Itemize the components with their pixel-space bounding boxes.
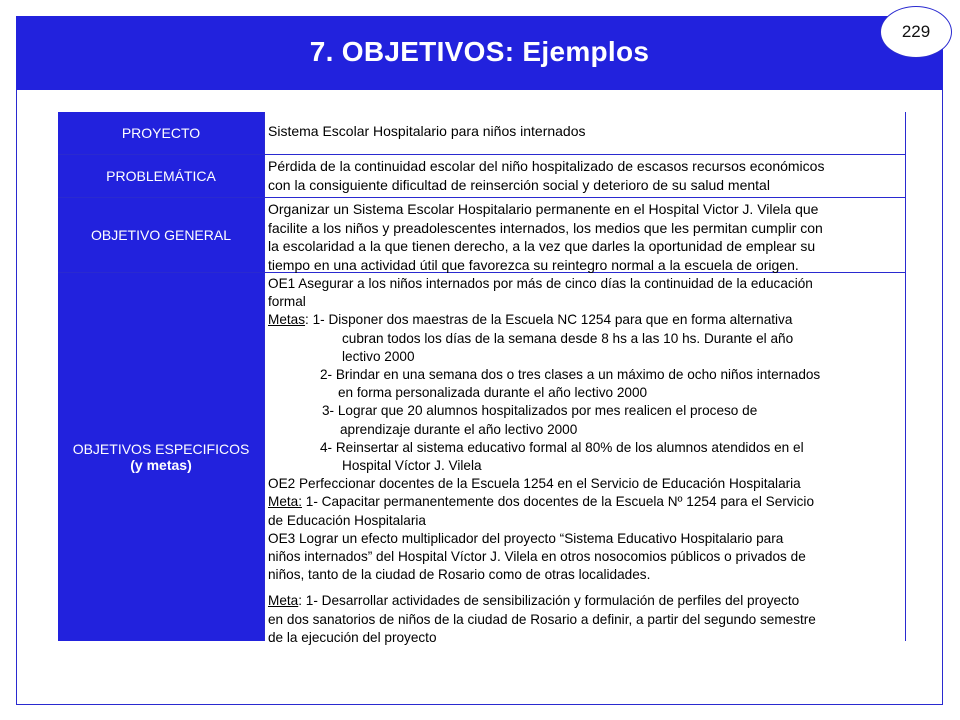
meta-oe2-line: [268, 493, 903, 511]
meta-oe3-text: : 1- Desarrollar actividades de sensibilización y formulación de perfiles del proyecto: [298, 593, 800, 609]
meta1-line: cubran todos los días de la semana desde 8 hs a las 10 hs. Durante el año: [342, 330, 794, 346]
oe1-line: OE1 Asegurar a los niños internados por más de cinco días la continuidad de la educación: [268, 276, 813, 291]
value-objetivo-general: [265, 198, 906, 272]
label-problematica: [58, 155, 265, 197]
meta3-line: aprendizaje durante el año lectivo 2000: [340, 421, 578, 437]
meta-oe3-line: en dos sanatorios de niños de la ciudad de Rosario a definir, a partir del segundo semestre: [268, 611, 816, 627]
objetivo-general-line: tiempo en una actividad útil que favorezca su reintegro normal a la escuela de origen.: [268, 256, 799, 273]
label-problematica-text: PROBLEMÁTICA: [106, 168, 216, 184]
spacer: [268, 584, 903, 592]
label-objetivo-general-text: OBJETIVO GENERAL: [90, 227, 232, 243]
objetivo-general-line: la escolaridad a la que tienen derecho, a la vez que darles la oportunidad de emplear su: [268, 238, 816, 255]
label-objetivos-especificos-text: OBJETIVOS ESPECIFICOS: [72, 441, 250, 457]
page-number-badge: 229: [880, 6, 952, 58]
meta-oe2-label: Meta:: [268, 494, 302, 510]
label-proyecto: [58, 112, 265, 154]
row-objetivos-especificos: [58, 273, 906, 645]
meta-oe3-line: de la ejecución del proyecto: [268, 629, 437, 645]
value-proyecto: [265, 112, 906, 154]
problematica-line: Pérdida de la continuidad escolar del niño hospitalizado de escasos recursos económicos: [268, 158, 825, 174]
meta1-line: [268, 311, 903, 329]
meta4-line: Hospital Víctor J. Vilela: [342, 458, 482, 474]
meta2-line: en forma personalizada durante el año lectivo 2000: [338, 385, 648, 401]
meta1-line: lectivo 2000: [342, 348, 415, 364]
objetivo-general-line: facilite a los niños y preadolescentes internados, los medios que les permitan cumplir con: [268, 219, 823, 236]
oe2-line: OE2 Perfeccionar docentes de la Escuela 1254 en el Servicio de Educación Hospitalaria: [268, 476, 801, 492]
meta-oe2-line: de Educación Hospitalaria: [268, 512, 426, 528]
meta3-line: 3- Lograr que 20 alumnos hospitalizados por mes realicen el proceso de: [322, 403, 758, 419]
row-proyecto: [58, 112, 906, 155]
oe3-line: OE3 Lograr un efecto multiplicador del proyecto “Sistema Educativo Hospitalario para: [268, 530, 784, 546]
value-objetivos-especificos: [265, 273, 906, 645]
meta-oe2-text: 1- Capacitar permanentemente dos docentes de la Escuela Nº 1254 para el Servicio: [302, 494, 815, 510]
oe3-line: niños internados” del Hospital Víctor J. Vilela en otros nosocomios públicos o privados de: [268, 549, 806, 565]
meta1-text: : 1- Disponer dos maestras de la Escuela NC 1254 para que en forma alternativa: [305, 312, 793, 328]
meta4-line: 4- Reinsertar al sistema educativo formal al 80% de los alumnos atendidos en el: [320, 439, 804, 455]
row-problematica: [58, 155, 906, 198]
meta-oe3-line: [268, 592, 903, 610]
objectives-table: [58, 112, 906, 645]
row-objetivo-general: [58, 198, 906, 273]
objetivo-general-line: Organizar un Sistema Escolar Hospitalario permanente en el Hospital Victor J. Vilela que: [268, 201, 819, 217]
label-objetivos-especificos-sub: (y metas): [130, 457, 192, 473]
oe3-line: niños, tanto de la ciudad de Rosario como de otras localidades.: [268, 567, 651, 583]
meta-oe3-label: Meta: [268, 593, 299, 609]
meta2-line: 2- Brindar en una semana dos o tres clases a un máximo de ocho niños internados: [320, 367, 821, 383]
label-objetivos-especificos: [58, 273, 265, 641]
label-objetivo-general: [58, 198, 265, 272]
page-title: 7. OBJETIVOS: Ejemplos: [309, 36, 650, 67]
oe1-line: formal: [268, 294, 306, 310]
value-problematica: [265, 155, 906, 197]
label-proyecto-text: PROYECTO: [121, 125, 201, 141]
metas-label: Metas: [268, 312, 306, 328]
problematica-line: con la consiguiente dificultad de reinserción social y deterioro de su salud mental: [268, 176, 770, 193]
proyecto-text: Sistema Escolar Hospitalario para niños internados: [268, 123, 586, 139]
